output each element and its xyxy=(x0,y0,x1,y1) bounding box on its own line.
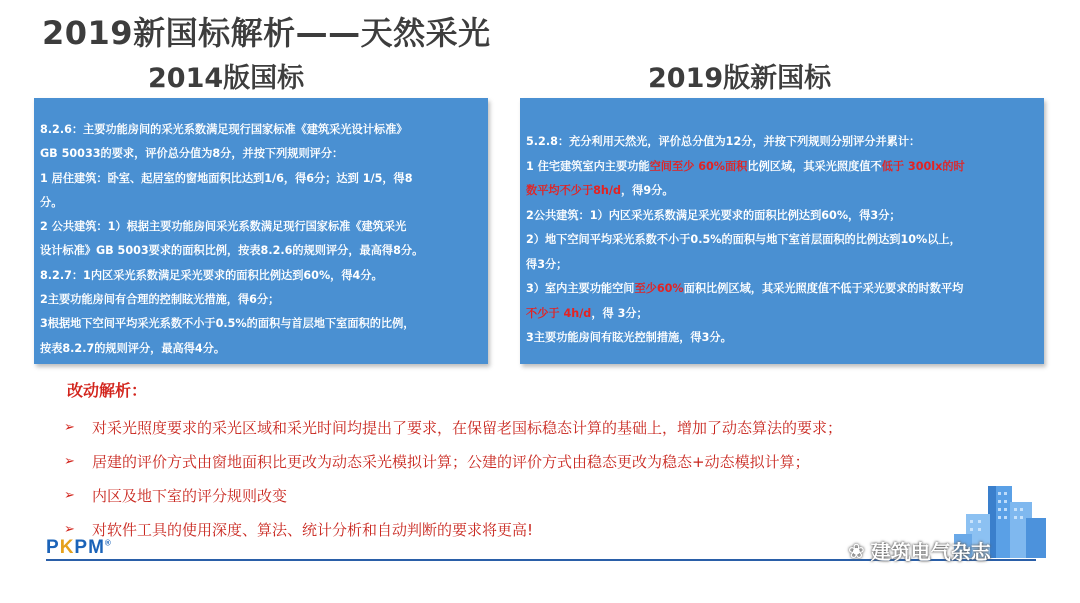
panel-line: 5.2.8：充分利用天然光，评价总分值为12分，并按下列规则分别评分并累计： xyxy=(526,135,921,148)
list-item-text: 内区及地下室的评分规则改变 xyxy=(92,486,288,505)
panel-text: 比例区域，其采光照度值不 xyxy=(747,159,882,173)
panel-line xyxy=(526,302,1032,327)
analysis-list xyxy=(64,410,842,546)
panel-line: 按表8.2.7的规则评分，最高得4分。 xyxy=(40,341,226,355)
watermark-text: 建筑电气杂志 xyxy=(870,540,991,564)
highlight-text: 低于 300lx的时 xyxy=(881,159,965,173)
logo-text: PM xyxy=(74,537,105,558)
panel-line: 设计标准》GB 5003要求的面积比例，按表8.2.6的规则评分，最高得8分。 xyxy=(40,244,424,258)
list-item xyxy=(64,410,842,444)
page-title: 2019新国标解析——天然采光 xyxy=(42,14,491,52)
highlight-text: 空间至少 60%面积 xyxy=(649,159,748,173)
panel-line xyxy=(526,277,1032,302)
panel-line: 得3分； xyxy=(526,257,568,271)
panel-text: ，得 3分； xyxy=(591,306,648,320)
highlight-text: 至少60% xyxy=(634,282,684,295)
panel-line: GB 50033的要求，评价总分值为8分，并按下列规则评分： xyxy=(40,147,344,161)
watermark xyxy=(848,536,991,565)
list-item xyxy=(64,512,842,546)
highlight-text: 不少于 4h/d xyxy=(526,306,592,320)
list-item xyxy=(64,478,842,512)
panel-line: 2主要功能房间有合理的控制眩光措施，得6分； xyxy=(40,293,280,307)
panel-line: 1 居住建筑：卧室、起居室的窗地面积比达到1/6，得6分；达到 1/5，得8 xyxy=(40,171,413,185)
right-column-heading: 2019版新国标 xyxy=(648,63,832,94)
panel-line: 3主要功能房间有眩光控制措施，得3分。 xyxy=(526,331,732,344)
left-column-heading: 2014版国标 xyxy=(148,63,305,94)
panel-text: ，得9分。 xyxy=(620,184,674,197)
arrow-bullet-icon: ➢ xyxy=(64,419,75,435)
panel-line: 8.2.7：1内区采光系数满足采光要求的面积比例达到60%，得4分。 xyxy=(40,268,383,282)
list-item-text: 居建的评价方式由窗地面积比更改为动态采光模拟计算；公建的评价方式由稳态更改为稳态+动态模拟计算； xyxy=(92,452,810,471)
standard-2014-panel xyxy=(34,98,488,364)
wechat-icon: ❀ xyxy=(848,538,865,563)
panel-line: 3根据地下空间平均采光系数不小于0.5%的面积与首层地下室面积的比例， xyxy=(40,317,415,331)
standard-2019-panel xyxy=(520,98,1044,364)
panel-line xyxy=(526,155,1032,180)
panel-line xyxy=(526,179,1032,204)
logo-text: P xyxy=(46,537,60,558)
arrow-bullet-icon: ➢ xyxy=(64,487,75,503)
panel-line: 2公共建筑：1）内区采光系数满足采光要求的面积比例达到60%，得3分； xyxy=(526,208,901,222)
panel-line: 2）地下空间平均采光系数不小于0.5%的面积与地下室首层面积的比例达到10%以上， xyxy=(526,233,961,246)
panel-line: 分。 xyxy=(40,195,63,209)
panel-line: 2 公共建筑：1）根据主要功能房间采光系数满足现行国家标准《建筑采光 xyxy=(40,220,407,234)
registered-mark: ® xyxy=(104,538,112,548)
panel-text: 1 住宅建筑室内主要功能 xyxy=(526,159,650,173)
arrow-bullet-icon: ➢ xyxy=(64,521,75,537)
arrow-bullet-icon: ➢ xyxy=(64,453,75,469)
pkpm-logo xyxy=(46,537,112,559)
highlight-text: 数平均不少于8h/d xyxy=(526,184,621,197)
list-item-text: 对采光照度要求的采光区域和采光时间均提出了要求，在保留老国标稳态计算的基础上，增加了动态算法的要求； xyxy=(92,418,843,437)
list-item-text: 对软件工具的使用深度、算法、统计分析和自动判断的要求将更高! xyxy=(92,520,534,539)
logo-text: K xyxy=(59,537,75,558)
panel-line: 8.2.6：主要功能房间的采光系数满足现行国家标准《建筑采光设计标准》 xyxy=(40,123,408,136)
analysis-title: 改动解析： xyxy=(67,381,148,400)
panel-text: 面积比例区域，其采光照度值不低于采光要求的时数平均 xyxy=(683,282,964,295)
list-item xyxy=(64,444,842,478)
panel-text: 3）室内主要功能空间 xyxy=(526,282,635,295)
